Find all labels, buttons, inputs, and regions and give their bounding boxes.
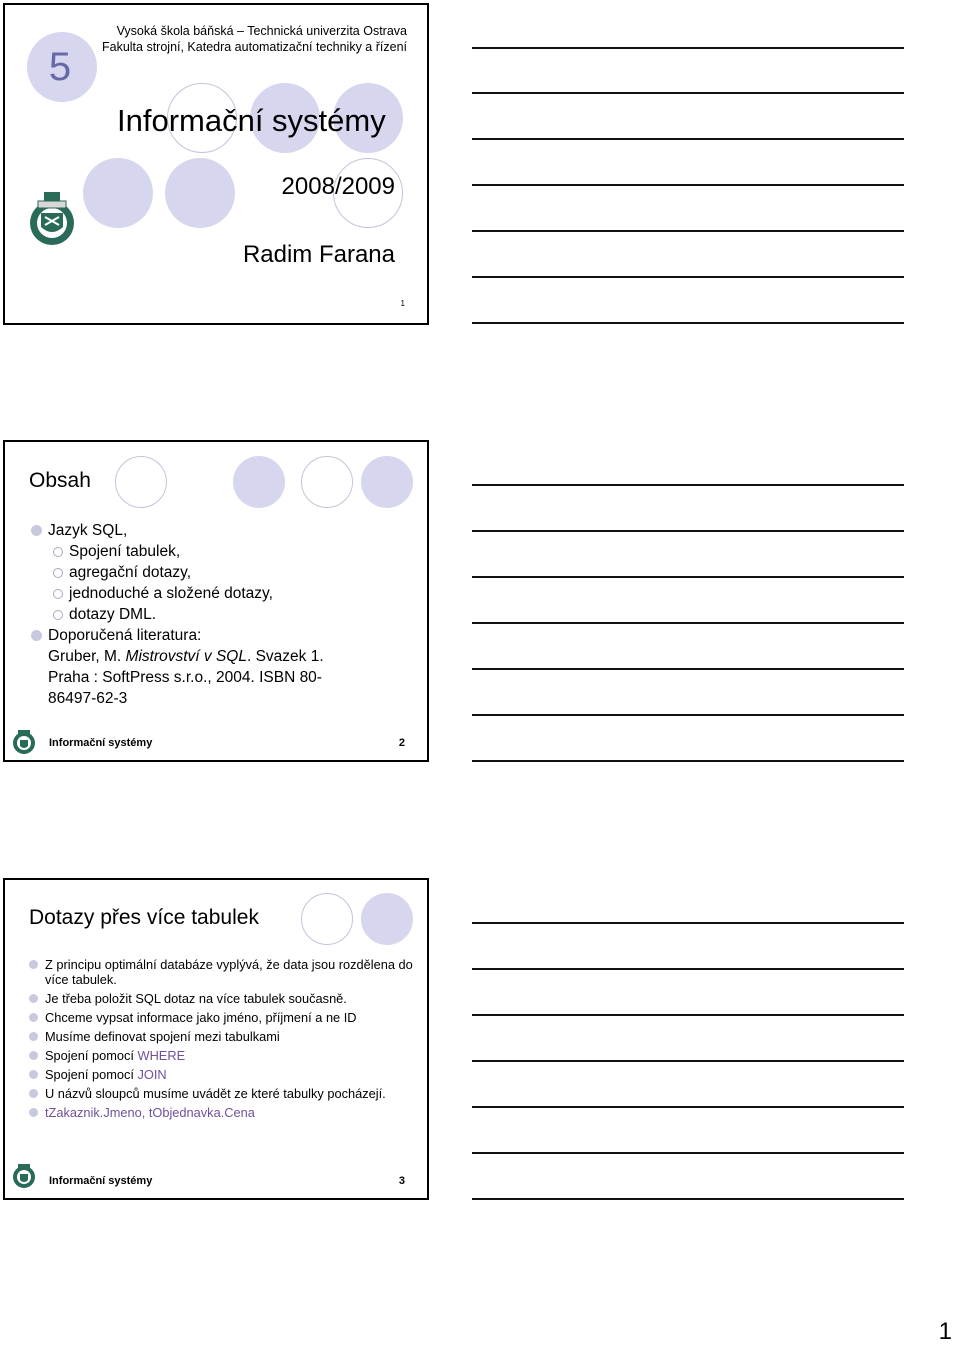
literature-citation-line <box>48 646 411 667</box>
decor-circle <box>361 893 413 945</box>
decor-circle <box>301 893 353 945</box>
slide-number: 5 <box>48 45 72 89</box>
sub-list-item: agregační dotazy, <box>31 562 411 583</box>
note-line <box>472 1152 904 1154</box>
slide-3 <box>3 878 429 1200</box>
slide-title: Obsah <box>29 469 91 492</box>
list-item-text: Spojení pomocí <box>45 1048 138 1063</box>
keyword-join: JOIN <box>137 1067 167 1082</box>
slide-page-number: 1 <box>400 299 405 308</box>
list-item-literature <box>31 625 411 709</box>
list-item: Je třeba položit SQL dotaz na více tabulek současně. <box>28 991 413 1006</box>
university-logo-icon <box>11 728 37 754</box>
list-item: Musíme definovat spojení mezi tabulkami <box>28 1029 413 1044</box>
sub-list-item: jednoduché a složené dotazy, <box>31 583 411 604</box>
note-line <box>472 47 904 49</box>
list-item <box>28 1048 413 1063</box>
note-line <box>472 1106 904 1108</box>
footer-text: Informační systémy <box>49 1175 153 1187</box>
sub-list-item: dotazy DML. <box>31 604 411 625</box>
faculty-name: Fakulta strojní, Katedra automatizační techniky a řízení <box>101 40 407 54</box>
decor-circle <box>233 456 285 508</box>
university-name: Vysoká škola báňská – Technická univerzita Ostrava <box>116 24 407 38</box>
note-line <box>472 1014 904 1016</box>
decor-circle <box>301 456 353 508</box>
list-item: U názvů sloupců musíme uvádět ze které tabulky pocházejí. <box>28 1086 413 1101</box>
list-item-text: Spojení pomocí <box>45 1067 138 1082</box>
literature-publisher: Praha : SoftPress s.r.o., 2004. ISBN 80- <box>48 669 322 686</box>
content-list <box>28 957 413 1124</box>
literature-heading: Doporučená literatura: <box>48 627 202 644</box>
literature-volume: . Svazek 1. <box>246 648 324 665</box>
literature-book-title: Mistrovství v SQL <box>125 648 247 665</box>
content-list <box>31 520 411 709</box>
keyword-where: WHERE <box>137 1048 186 1063</box>
note-line <box>472 922 904 924</box>
slide-page-number: 2 <box>398 737 405 749</box>
note-line <box>472 760 904 762</box>
list-item: Z principu optimální databáze vyplývá, že data jsou rozdělena do více tabulek. <box>28 957 413 987</box>
slide-2 <box>3 440 429 762</box>
note-line <box>472 622 904 624</box>
decor-circle <box>361 456 413 508</box>
university-logo-icon <box>11 1162 37 1188</box>
presentation-title: Informační systémy <box>117 103 386 138</box>
note-line <box>472 714 904 716</box>
note-line <box>472 230 904 232</box>
sub-list-item: Spojení tabulek, <box>31 541 411 562</box>
slide-1 <box>3 3 429 325</box>
note-line <box>472 968 904 970</box>
note-line <box>472 668 904 670</box>
literature-author: Gruber, M. <box>48 648 126 665</box>
university-header <box>102 23 407 55</box>
note-line <box>472 1198 904 1200</box>
list-item: Jazyk SQL, <box>31 520 411 541</box>
note-line <box>472 484 904 486</box>
decor-circle <box>165 158 235 228</box>
slide-page-number: 3 <box>398 1175 405 1187</box>
literature-isbn: 86497-62-3 <box>48 690 128 707</box>
list-item: Chceme vypsat informace jako jméno, příjmení a ne ID <box>28 1010 413 1025</box>
document-page-number: 1 <box>938 1318 952 1345</box>
decor-circle <box>83 158 153 228</box>
note-line <box>472 530 904 532</box>
decor-circle <box>115 456 167 508</box>
academic-year: 2008/2009 <box>281 173 395 200</box>
university-logo-icon <box>27 189 77 251</box>
author-name: Radim Farana <box>242 241 395 268</box>
note-line <box>472 138 904 140</box>
note-line <box>472 276 904 278</box>
note-line <box>472 322 904 324</box>
list-item-example: tZakaznik.Jmeno, tObjednavka.Cena <box>28 1105 413 1120</box>
footer-text: Informační systémy <box>49 737 153 749</box>
note-line <box>472 576 904 578</box>
note-line <box>472 184 904 186</box>
list-item <box>28 1067 413 1082</box>
note-line <box>472 92 904 94</box>
slide-title: Dotazy přes více tabulek <box>29 906 259 929</box>
note-line <box>472 1060 904 1062</box>
